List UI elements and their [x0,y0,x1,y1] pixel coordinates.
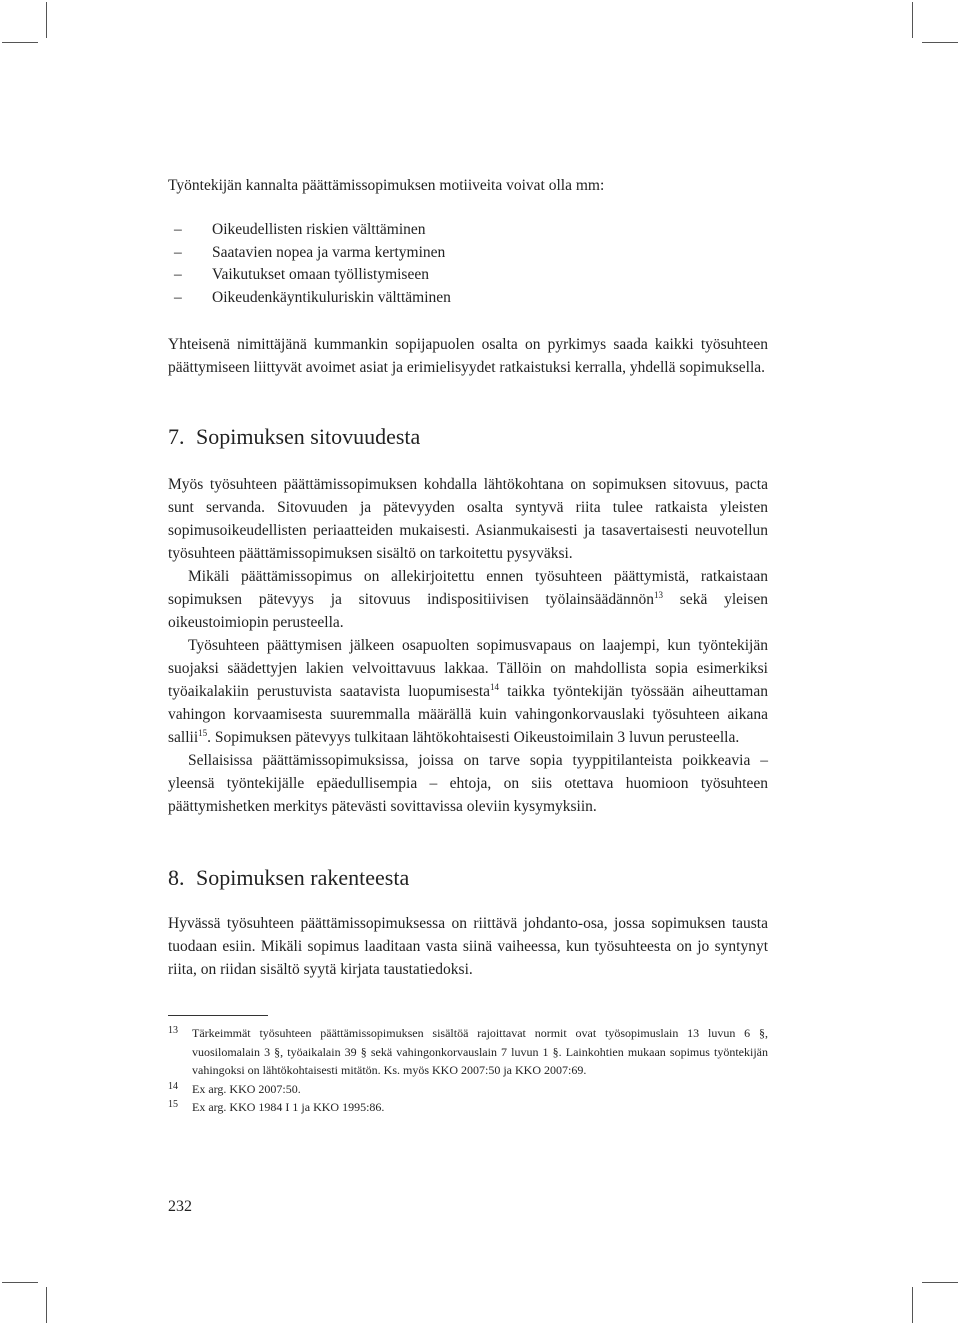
paragraph-text: Työsuhteen päättymisen jälkeen osapuolten sopimusvapaus on laajempi, kun työntekijän suojaksi säädettyjen lakien velvoittavuus lakkaa. Tällöin on mahdollista sopia esimerkiksi työaikalakiin perustuvista saatavista luopumisesta [168,637,768,700]
list-item: – Oikeudenkäyntikuluriskin välttäminen [168,287,768,310]
footnote-ref[interactable]: 13 [654,590,663,600]
page-number: 232 [168,1198,192,1215]
section-title: Sopimuksen sitovuudesta [196,424,421,449]
section-8-heading [168,864,768,892]
crop-mark-top-left-horizontal [2,42,38,43]
footnote-text: Tärkeimmät työsuhteen päättämissopimuksen sisältöä rajoittavat normit ovat työsopimuslain 13 luvun 6 §, vuosilomalain 3 §, työaikalain 39 § sekä vahingonkorvauslain 7 luvun 1 §. Lainkohtien mukaan sopimus työntekijän vahingoksi on lähtökohtaisesti mitätön. Ks. myös KKO 2007:50 ja KKO 2007:69. [192,1026,768,1077]
footnote-text: Ex arg. KKO 1984 I 1 ja KKO 1995:86. [192,1100,385,1114]
paragraph-text: sekä yleisen oikeustoimiopin perusteella. [168,591,768,631]
footnote-ref[interactable]: 14 [490,682,500,692]
section-7-heading [168,423,768,451]
section-number: 8. [168,865,185,890]
footnote [168,1024,768,1080]
crop-mark-bottom-left-horizontal [2,1282,38,1283]
common-paragraph: Yhteisenä nimittäjänä kummankin sopijapuolen osalta on pyrkimys saada kaikki työsuhteen päättymiseen liittyvät avoimet asiat ja erimielisyydet ratkaistuksi kerralla, yhdellä sopimuksella. [168,336,768,376]
crop-mark-top-right-vertical [912,2,913,38]
intro-paragraph: Työntekijän kannalta päättämissopimuksen motiiveita voivat olla mm: [168,177,605,194]
section-7-paragraph-1: Myös työsuhteen päättämissopimuksen kohdalla lähtökohtana on sopimuksen sitovuus, pacta sunt servanda. Sitovuuden ja pätevyyden osalta syntyvä riita tulee ratkaista yleisten sopimusoikeudellisten periaatteiden mukaisesti. Asianmukaisesti ja tasavertaisesti neuvotellun työsuhteen päättämissopimuksen sisältö on tarkoitettu pysyväksi. [168,476,768,562]
page-body [168,174,768,1117]
crop-mark-bottom-right-vertical [912,1287,913,1323]
paragraph-text: . Sopimuksen pätevyys tulkitaan lähtökohtaisesti Oikeustoimilain 3 luvun perusteella. [207,729,740,746]
paragraph-text: taikka työntekijän työssään aiheuttaman vahingon korvaamisesta suuremmalla määrällä kuin vahingonkorvauslaki työsuhteen aikana sallii [168,683,768,746]
footnote-number: 14 [168,1080,178,1092]
paragraph-text: Mikäli päättämissopimus on allekirjoitettu ennen työsuhteen päättymistä, ratkaistaan sopimuksen pätevyys ja sitovuus indispositiivisen työlainsäädännön [168,568,768,608]
section-8-paragraph-1: Hyvässä työsuhteen päättämissopimuksessa on riittävä johdanto-osa, jossa sopimuksen tausta tuodaan esiin. Mikäli sopimus laaditaan vasta siinä vaiheessa, kun työsuhteesta on jo syntynyt riita, on riidan sisältö syytä kirjata taustatiedoksi. [168,915,768,978]
footnote-divider [168,1015,268,1016]
footnote [168,1080,768,1099]
section-title: Sopimuksen rakenteesta [196,865,410,890]
crop-mark-bottom-right-horizontal [922,1282,958,1283]
list-item: – Oikeudellisten riskien välttäminen [168,219,768,242]
section-7-paragraph-4: Sellaisissa päättämissopimuksissa, joissa on tarve sopia tyyppitilanteista poikkeavia – yleensä työntekijälle epäedullisempia – ehtoja, on siis otettava huomioon työsuhteen päättymishetken merkitys pätevästi sovittavissa oleviin kysymyksiin. [168,752,768,815]
footnote-number: 13 [168,1025,178,1036]
section-number: 7. [168,424,185,449]
footnote [168,1098,768,1117]
section-7-paragraph-3 [168,634,768,749]
footnote-ref[interactable]: 15 [198,728,208,738]
crop-mark-top-left-vertical [46,2,47,38]
motives-list [168,219,768,309]
crop-mark-bottom-left-vertical [46,1287,47,1323]
list-item: – Saatavien nopea ja varma kertyminen [168,242,768,265]
section-7-paragraph-2 [168,565,768,634]
footnote-number: 15 [168,1099,178,1110]
crop-mark-top-right-horizontal [922,42,958,43]
footnote-text: Ex arg. KKO 2007:50. [192,1081,301,1096]
list-item: – Vaikutukset omaan työllistymiseen [168,264,768,287]
